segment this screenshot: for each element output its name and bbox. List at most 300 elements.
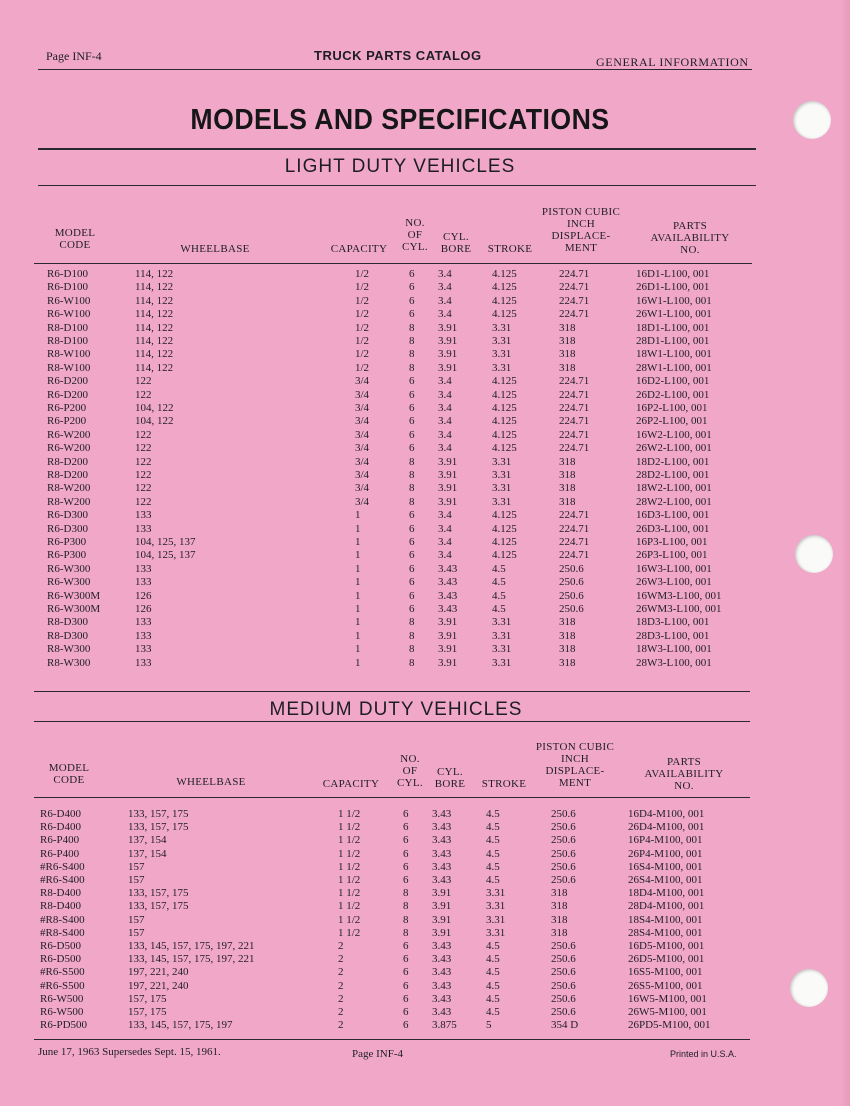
cell-cylinders: 8 xyxy=(409,361,415,374)
cell-cylinders: 6 xyxy=(409,402,415,414)
cell-capacity: 1/2 xyxy=(355,361,370,374)
cell-model-code: R6-D300 xyxy=(47,509,88,522)
cell-parts-availability: 16D3-L100, 001 xyxy=(636,509,710,522)
cell-model-code: R8-D400 xyxy=(40,900,81,913)
cell-stroke: 4.125 xyxy=(492,388,517,401)
cell-stroke: 4.5 xyxy=(486,953,500,966)
table-row xyxy=(0,993,850,1006)
cell-parts-availability: 26PD5-M100, 001 xyxy=(628,1019,711,1032)
cell-stroke: 3.31 xyxy=(492,361,512,374)
cell-parts-availability: 28S4-M100, 001 xyxy=(628,926,703,939)
cell-parts-availability: 16S4-M100, 001 xyxy=(628,860,703,873)
cell-wheelbase: 133 xyxy=(135,629,152,642)
cell-wheelbase: 157 xyxy=(128,860,145,873)
cell-bore: 3.4 xyxy=(438,428,452,441)
cell-model-code: R6-P200 xyxy=(47,402,87,414)
cell-wheelbase: 133, 145, 157, 175, 197, 221 xyxy=(128,953,255,966)
cell-model-code: R6-W300 xyxy=(47,562,91,575)
cell-capacity: 2 xyxy=(338,966,344,979)
table-row xyxy=(0,590,850,603)
cell-stroke: 4.125 xyxy=(492,268,517,280)
cell-bore: 3.91 xyxy=(432,900,452,913)
cell-model-code: R6-W200 xyxy=(47,428,91,441)
cell-cylinders: 6 xyxy=(409,576,415,589)
table-row xyxy=(0,953,850,966)
cell-model-code: R6-D300 xyxy=(47,522,88,535)
col-stroke: STROKE xyxy=(487,243,533,255)
cell-cylinders: 6 xyxy=(409,549,415,562)
cell-cylinders: 6 xyxy=(403,821,409,834)
cell-model-code: R8-W100 xyxy=(47,361,91,374)
cell-bore: 3.4 xyxy=(438,402,452,414)
cell-displacement: 354 D xyxy=(551,1019,579,1032)
cell-bore: 3.4 xyxy=(438,442,452,455)
cell-capacity: 2 xyxy=(338,940,344,952)
cell-parts-availability: 18D4-M100, 001 xyxy=(628,887,705,900)
table-row xyxy=(0,966,850,979)
cell-bore: 3.91 xyxy=(438,656,458,669)
cell-bore: 3.43 xyxy=(432,1006,452,1018)
cell-parts-availability: 26S5-M100, 001 xyxy=(628,979,703,992)
cell-wheelbase: 133 xyxy=(135,643,152,656)
cell-bore: 3.4 xyxy=(438,388,452,401)
cell-parts-availability: 28D3-L100, 001 xyxy=(636,629,710,642)
col-stroke: STROKE xyxy=(481,778,527,790)
cell-capacity: 1 xyxy=(355,522,361,535)
cell-cylinders: 6 xyxy=(403,860,409,873)
cell-model-code: R6-W500 xyxy=(40,1006,84,1018)
table-row xyxy=(0,281,850,294)
cell-displacement: 224.71 xyxy=(559,428,590,441)
cell-cylinders: 8 xyxy=(403,913,409,926)
cell-stroke: 3.31 xyxy=(486,900,506,913)
cell-capacity: 1 xyxy=(355,589,361,602)
cell-displacement: 318 xyxy=(559,469,576,481)
header-rule xyxy=(38,69,752,70)
cell-wheelbase: 133 xyxy=(135,656,152,669)
cell-model-code: R6-P400 xyxy=(40,834,80,847)
cell-model-code: R6-W300M xyxy=(47,589,101,602)
cell-displacement: 318 xyxy=(559,455,576,468)
cell-wheelbase: 104, 125, 137 xyxy=(135,536,196,548)
cell-parts-availability: 18D1-L100, 001 xyxy=(636,321,710,334)
cell-model-code: #R8-S400 xyxy=(40,926,85,939)
table-row xyxy=(0,914,850,927)
cell-displacement: 318 xyxy=(559,482,576,495)
cell-model-code: R6-W500 xyxy=(40,992,84,1005)
cell-stroke: 3.31 xyxy=(492,629,512,642)
cell-model-code: R6-W100 xyxy=(47,294,91,307)
table-row xyxy=(0,509,850,522)
cell-parts-availability: 26P2-L100, 001 xyxy=(636,415,708,428)
cell-stroke: 3.31 xyxy=(492,656,512,669)
cell-cylinders: 6 xyxy=(409,442,415,455)
col-parts-availability: PARTS AVAILABILITY NO. xyxy=(644,756,724,792)
cell-wheelbase: 133 xyxy=(135,522,152,535)
cell-capacity: 1/2 xyxy=(355,294,370,307)
cell-model-code: R6-D200 xyxy=(47,388,88,401)
table-row xyxy=(0,848,850,861)
cell-cylinders: 6 xyxy=(409,375,415,388)
medium-duty-header-rule xyxy=(34,797,750,798)
cell-bore: 3.91 xyxy=(438,629,458,642)
cell-stroke: 4.5 xyxy=(486,940,500,952)
cell-capacity: 2 xyxy=(338,992,344,1005)
col-displacement: PISTON CUBIC INCH DISPLACE- MENT xyxy=(541,206,621,254)
cell-parts-availability: 26D3-L100, 001 xyxy=(636,522,710,535)
cell-parts-availability: 16S5-M100, 001 xyxy=(628,966,703,979)
cell-model-code: R6-D500 xyxy=(40,940,81,952)
cell-parts-availability: 16W2-L100, 001 xyxy=(636,428,712,441)
cell-parts-availability: 16P3-L100, 001 xyxy=(636,536,708,548)
cell-cylinders: 6 xyxy=(403,834,409,847)
cell-displacement: 250.6 xyxy=(551,979,576,992)
col-bore: CYL. BORE xyxy=(440,231,472,255)
table-row xyxy=(0,375,850,388)
table-row xyxy=(0,389,850,402)
cell-stroke: 4.5 xyxy=(486,1006,500,1018)
cell-displacement: 224.71 xyxy=(559,415,590,428)
cell-capacity: 1/2 xyxy=(355,335,370,347)
cell-model-code: R6-PD500 xyxy=(40,1019,88,1032)
cell-capacity: 3/4 xyxy=(355,388,370,401)
cell-model-code: R8-W100 xyxy=(47,348,91,361)
cell-displacement: 224.71 xyxy=(559,536,590,548)
table-row xyxy=(0,523,850,536)
cell-displacement: 250.6 xyxy=(551,860,576,873)
cell-parts-availability: 28D4-M100, 001 xyxy=(628,900,705,913)
cell-displacement: 250.6 xyxy=(551,834,576,847)
cell-stroke: 4.125 xyxy=(492,402,517,414)
cell-capacity: 1 1/2 xyxy=(338,926,361,939)
cell-model-code: R8-W200 xyxy=(47,482,91,495)
cell-displacement: 318 xyxy=(559,629,576,642)
cell-stroke: 4.125 xyxy=(492,536,517,548)
cell-cylinders: 8 xyxy=(403,926,409,939)
cell-model-code: R6-W200 xyxy=(47,442,91,455)
col-model-code: MODEL CODE xyxy=(48,762,90,786)
cell-parts-availability: 26W5-M100, 001 xyxy=(628,1006,707,1018)
cell-bore: 3.4 xyxy=(438,375,452,388)
cell-parts-availability: 28W3-L100, 001 xyxy=(636,656,712,669)
cell-stroke: 4.5 xyxy=(486,874,500,886)
cell-parts-availability: 16P2-L100, 001 xyxy=(636,402,708,414)
cell-parts-availability: 28D1-L100, 001 xyxy=(636,335,710,347)
table-row xyxy=(0,927,850,940)
table-row xyxy=(0,482,850,495)
cell-displacement: 224.71 xyxy=(559,375,590,388)
footer-rule xyxy=(34,1039,750,1040)
cell-cylinders: 6 xyxy=(403,808,409,820)
cell-displacement: 318 xyxy=(559,361,576,374)
cell-parts-availability: 26W1-L100, 001 xyxy=(636,308,712,321)
cell-cylinders: 6 xyxy=(409,294,415,307)
cell-capacity: 1 1/2 xyxy=(338,808,361,820)
cell-displacement: 224.71 xyxy=(559,402,590,414)
cell-cylinders: 6 xyxy=(409,509,415,522)
table-row xyxy=(0,616,850,629)
col-capacity: CAPACITY xyxy=(322,778,380,790)
cell-cylinders: 6 xyxy=(409,562,415,575)
cell-displacement: 250.6 xyxy=(551,940,576,952)
cell-capacity: 1 xyxy=(355,656,361,669)
cell-cylinders: 8 xyxy=(409,335,415,347)
table-row xyxy=(0,429,850,442)
cell-displacement: 318 xyxy=(559,495,576,508)
cell-capacity: 1 1/2 xyxy=(338,874,361,886)
cell-cylinders: 8 xyxy=(409,495,415,508)
light-duty-top-rule xyxy=(38,185,756,186)
cell-bore: 3.91 xyxy=(438,495,458,508)
cell-parts-availability: 26W2-L100, 001 xyxy=(636,442,712,455)
cell-capacity: 1 xyxy=(355,603,361,615)
cell-parts-availability: 16W3-L100, 001 xyxy=(636,562,712,575)
cell-wheelbase: 157 xyxy=(128,874,145,886)
cell-displacement: 250.6 xyxy=(551,992,576,1005)
cell-capacity: 3/4 xyxy=(355,495,370,508)
cell-cylinders: 6 xyxy=(403,1006,409,1018)
cell-capacity: 2 xyxy=(338,1006,344,1018)
cell-wheelbase: 133, 157, 175 xyxy=(128,900,189,913)
cell-capacity: 3/4 xyxy=(355,428,370,441)
cell-model-code: R8-D200 xyxy=(47,455,88,468)
cell-cylinders: 6 xyxy=(409,536,415,548)
cell-wheelbase: 114, 122 xyxy=(135,281,174,294)
table-row xyxy=(0,415,850,428)
col-model-code: MODEL CODE xyxy=(54,227,96,251)
cell-stroke: 4.5 xyxy=(492,562,506,575)
cell-wheelbase: 133, 157, 175 xyxy=(128,821,189,834)
cell-bore: 3.43 xyxy=(438,562,458,575)
cell-capacity: 1 1/2 xyxy=(338,887,361,900)
cell-displacement: 318 xyxy=(559,335,576,347)
cell-bore: 3.4 xyxy=(438,509,452,522)
cell-wheelbase: 104, 122 xyxy=(135,415,174,428)
cell-bore: 3.4 xyxy=(438,294,452,307)
cell-parts-availability: 28W2-L100, 001 xyxy=(636,495,712,508)
table-row xyxy=(0,861,850,874)
table-row xyxy=(0,821,850,834)
cell-capacity: 2 xyxy=(338,979,344,992)
cell-capacity: 1 xyxy=(355,536,361,548)
cell-bore: 3.43 xyxy=(432,874,452,886)
medium-duty-heading: MEDIUM DUTY VEHICLES xyxy=(269,699,523,720)
cell-model-code: R6-W300 xyxy=(47,576,91,589)
cell-cylinders: 6 xyxy=(403,992,409,1005)
table-row xyxy=(0,643,850,656)
cell-parts-availability: 16WM3-L100, 001 xyxy=(636,589,722,602)
cell-capacity: 3/4 xyxy=(355,482,370,495)
cell-cylinders: 8 xyxy=(409,455,415,468)
cell-wheelbase: 114, 122 xyxy=(135,268,174,280)
cell-wheelbase: 157 xyxy=(128,926,145,939)
cell-parts-availability: 16D5-M100, 001 xyxy=(628,940,705,952)
cell-displacement: 318 xyxy=(559,348,576,361)
col-no-cyl: NO. OF CYL. xyxy=(402,217,428,253)
cell-bore: 3.43 xyxy=(438,603,458,615)
cell-model-code: R6-D400 xyxy=(40,821,81,834)
cell-wheelbase: 114, 122 xyxy=(135,308,174,321)
cell-parts-availability: 18W1-L100, 001 xyxy=(636,348,712,361)
col-bore: CYL. BORE xyxy=(434,766,466,790)
cell-displacement: 224.71 xyxy=(559,509,590,522)
table-row xyxy=(0,308,850,321)
table-row xyxy=(0,980,850,993)
cell-cylinders: 8 xyxy=(409,321,415,334)
cell-capacity: 1 xyxy=(355,576,361,589)
cell-cylinders: 6 xyxy=(409,415,415,428)
cell-model-code: R8-D200 xyxy=(47,469,88,481)
cell-stroke: 4.125 xyxy=(492,442,517,455)
cell-wheelbase: 104, 125, 137 xyxy=(135,549,196,562)
cell-wheelbase: 122 xyxy=(135,442,152,455)
cell-cylinders: 6 xyxy=(403,966,409,979)
col-parts-availability: PARTS AVAILABILITY NO. xyxy=(650,220,730,256)
footer-page-ref: Page INF-4 xyxy=(352,1048,404,1060)
cell-model-code: R6-D500 xyxy=(40,953,81,966)
cell-model-code: R6-W300M xyxy=(47,603,101,615)
cell-displacement: 250.6 xyxy=(551,847,576,860)
cell-stroke: 3.31 xyxy=(486,926,506,939)
cell-bore: 3.43 xyxy=(432,821,452,834)
cell-wheelbase: 133 xyxy=(135,616,152,629)
cell-displacement: 318 xyxy=(559,321,576,334)
table-row xyxy=(0,657,850,670)
cell-model-code: R6-D100 xyxy=(47,281,88,294)
cell-capacity: 2 xyxy=(338,953,344,966)
cell-bore: 3.43 xyxy=(432,966,452,979)
cell-stroke: 3.31 xyxy=(492,455,512,468)
cell-cylinders: 6 xyxy=(403,940,409,952)
cell-parts-availability: 26WM3-L100, 001 xyxy=(636,603,722,615)
cell-stroke: 4.125 xyxy=(492,375,517,388)
cell-displacement: 250.6 xyxy=(559,576,584,589)
table-row xyxy=(0,874,850,887)
cell-model-code: #R6-S400 xyxy=(40,860,85,873)
cell-cylinders: 6 xyxy=(409,428,415,441)
cell-wheelbase: 157, 175 xyxy=(128,1006,167,1018)
cell-parts-availability: 18D3-L100, 001 xyxy=(636,616,710,629)
cell-displacement: 318 xyxy=(551,900,568,913)
cell-model-code: R6-W100 xyxy=(47,308,91,321)
cell-parts-availability: 16D4-M100, 001 xyxy=(628,808,705,820)
cell-model-code: R8-D400 xyxy=(40,887,81,900)
cell-model-code: R8-D300 xyxy=(47,629,88,642)
cell-displacement: 318 xyxy=(559,656,576,669)
table-row xyxy=(0,348,850,361)
cell-cylinders: 6 xyxy=(409,268,415,280)
cell-capacity: 3/4 xyxy=(355,469,370,481)
cell-bore: 3.4 xyxy=(438,415,452,428)
cell-parts-availability: 16W5-M100, 001 xyxy=(628,992,707,1005)
cell-capacity: 1/2 xyxy=(355,348,370,361)
cell-displacement: 250.6 xyxy=(551,808,576,820)
cell-wheelbase: 104, 122 xyxy=(135,402,174,414)
cell-bore: 3.91 xyxy=(438,348,458,361)
cell-cylinders: 6 xyxy=(403,874,409,886)
cell-stroke: 3.31 xyxy=(492,321,512,334)
cell-capacity: 1 xyxy=(355,616,361,629)
cell-stroke: 4.5 xyxy=(486,834,500,847)
cell-bore: 3.4 xyxy=(438,549,452,562)
cell-stroke: 4.125 xyxy=(492,281,517,294)
cell-displacement: 224.71 xyxy=(559,268,590,280)
cell-displacement: 318 xyxy=(559,643,576,656)
cell-capacity: 3/4 xyxy=(355,455,370,468)
table-row xyxy=(0,1019,850,1032)
cell-stroke: 3.31 xyxy=(492,469,512,481)
cell-parts-availability: 28W1-L100, 001 xyxy=(636,361,712,374)
cell-wheelbase: 122 xyxy=(135,375,152,388)
cell-parts-availability: 18W2-L100, 001 xyxy=(636,482,712,495)
cell-capacity: 1 1/2 xyxy=(338,834,361,847)
cell-capacity: 1 xyxy=(355,643,361,656)
table-row xyxy=(0,469,850,482)
cell-cylinders: 6 xyxy=(403,979,409,992)
cell-capacity: 1 xyxy=(355,549,361,562)
header-section: GENERAL INFORMATION xyxy=(596,55,749,69)
cell-displacement: 250.6 xyxy=(559,603,584,615)
col-displacement: PISTON CUBIC INCH DISPLACE- MENT xyxy=(535,741,615,789)
cell-cylinders: 6 xyxy=(409,603,415,615)
cell-displacement: 250.6 xyxy=(559,589,584,602)
cell-capacity: 1/2 xyxy=(355,321,370,334)
footer-date-note: June 17, 1963 Supersedes Sept. 15, 1961. xyxy=(38,1046,221,1058)
table-row xyxy=(0,496,850,509)
cell-stroke: 3.31 xyxy=(492,495,512,508)
cell-bore: 3.43 xyxy=(432,860,452,873)
cell-wheelbase: 122 xyxy=(135,469,152,481)
cell-capacity: 1 1/2 xyxy=(338,913,361,926)
cell-parts-availability: 26D5-M100, 001 xyxy=(628,953,705,966)
cell-capacity: 1 xyxy=(355,509,361,522)
cell-cylinders: 8 xyxy=(403,887,409,900)
cell-wheelbase: 133 xyxy=(135,509,152,522)
cell-cylinders: 8 xyxy=(409,482,415,495)
cell-wheelbase: 157, 175 xyxy=(128,992,167,1005)
cell-parts-availability: 18W3-L100, 001 xyxy=(636,643,712,656)
cell-parts-availability: 26P3-L100, 001 xyxy=(636,549,708,562)
col-no-cyl: NO. OF CYL. xyxy=(397,753,423,789)
cell-parts-availability: 16D1-L100, 001 xyxy=(636,268,710,280)
cell-wheelbase: 197, 221, 240 xyxy=(128,966,189,979)
cell-model-code: R6-P300 xyxy=(47,536,87,548)
footer-printed: Printed in U.S.A. xyxy=(670,1049,737,1059)
cell-wheelbase: 137, 154 xyxy=(128,847,167,860)
table-row xyxy=(0,322,850,335)
table-row xyxy=(0,900,850,913)
header-page-ref: Page INF-4 xyxy=(46,49,102,63)
cell-parts-availability: 26D1-L100, 001 xyxy=(636,281,710,294)
cell-bore: 3.43 xyxy=(432,847,452,860)
cell-stroke: 4.125 xyxy=(492,509,517,522)
cell-stroke: 3.31 xyxy=(492,335,512,347)
cell-parts-availability: 18S4-M100, 001 xyxy=(628,913,703,926)
cell-displacement: 250.6 xyxy=(551,953,576,966)
cell-stroke: 4.5 xyxy=(492,589,506,602)
cell-displacement: 250.6 xyxy=(551,966,576,979)
cell-wheelbase: 114, 122 xyxy=(135,335,174,347)
light-duty-header-rule xyxy=(34,263,752,264)
cell-wheelbase: 114, 122 xyxy=(135,361,174,374)
cell-wheelbase: 122 xyxy=(135,482,152,495)
col-wheelbase: WHEELBASE xyxy=(176,776,246,788)
cell-bore: 3.91 xyxy=(432,913,452,926)
col-wheelbase: WHEELBASE xyxy=(180,243,250,255)
cell-model-code: R6-D400 xyxy=(40,808,81,820)
cell-displacement: 250.6 xyxy=(551,1006,576,1018)
cell-model-code: #R8-S400 xyxy=(40,913,85,926)
